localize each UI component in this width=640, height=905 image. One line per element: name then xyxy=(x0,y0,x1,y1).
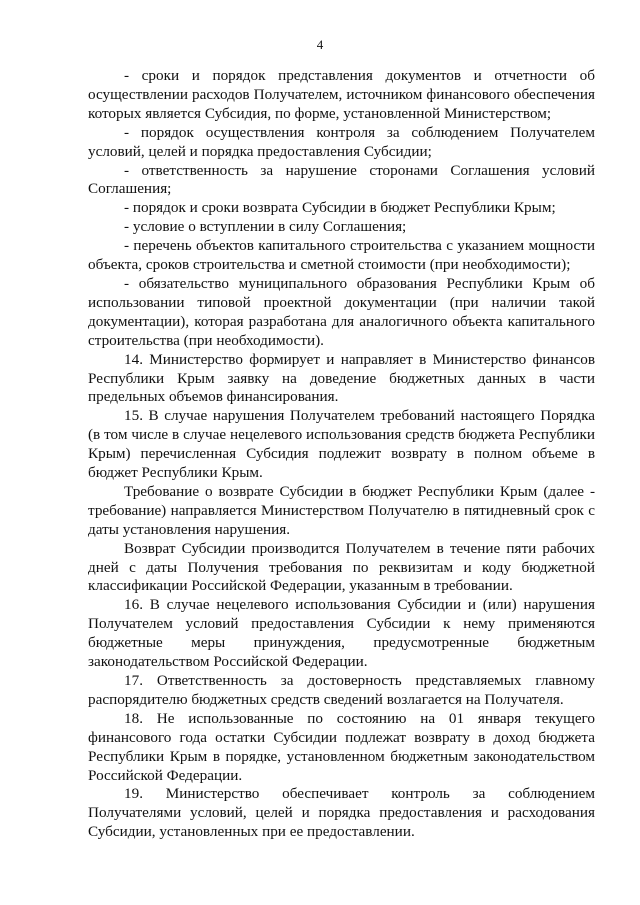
paragraph-control-procedure: - порядок осуществления контроля за соблюдением Получателем условий, целей и порядка предоставления Субсидии; xyxy=(88,123,595,160)
paragraph-construction-objects: - перечень объектов капитального строительства с указанием мощности объекта, сроков строительства и сметной стоимости (при необходимости); xyxy=(88,237,595,274)
paragraph-responsibility: - ответственность за нарушение сторонами Соглашения условий Соглашения; xyxy=(88,161,595,198)
paragraph-14: 14. Министерство формирует и направляет в Министерство финансов Республики Крым заявку на доведение бюджетных данных в части предельных объемов финансирования. xyxy=(88,350,595,406)
paragraph-refund-procedure: - порядок и сроки возврата Субсидии в бюджет Республики Крым; xyxy=(124,199,556,217)
paragraph-16: 16. В случае нецелевого использования Субсидии и (или) нарушения Получателем условий предоставления Субсидии к нему применяются бюджетные меры принуждения, предусмотренные бюджетным законодательством Российской Федерации. xyxy=(88,596,595,671)
document-body xyxy=(88,67,595,842)
paragraph-15: 15. В случае нарушения Получателем требований настоящего Порядка (в том числе в случае нецелевого использования средств бюджета Республики Крым) перечисленная Субсидия подлежит возврату в полном объеме в бюджет Республики Крым. xyxy=(88,407,595,482)
page-number: 4 xyxy=(316,37,324,52)
paragraph-typical-documentation: - обязательство муниципального образования Республики Крым об использовании типовой проектной документации (при наличии такой документации), которая разработана для аналогичного объекта капитального строительства (при необходимости). xyxy=(88,274,595,349)
paragraph-18: 18. Не использованные по состоянию на 01 января текущего финансового года остатки Субсидии подлежат возврату в доход бюджета Республики Крым в порядке, установленном бюджетным законодательством Российской Федерации. xyxy=(88,709,595,784)
paragraph-15-requirement: Требование о возврате Субсидии в бюджет Республики Крым (далее - требование) направляется Министерством Получателю в пятидневный срок с даты установления нарушения. xyxy=(88,482,595,538)
paragraph-19: 19. Министерство обеспечивает контроль за соблюдением Получателями условий, целей и порядка предоставления и расходования Субсидии, установленных при ее предоставлении. xyxy=(88,785,595,841)
paragraph-entry-into-force: - условие о вступлении в силу Соглашения; xyxy=(124,218,407,236)
paragraph-15-return: Возврат Субсидии производится Получателем в течение пяти рабочих дней с даты Получения требования по реквизитам и коду бюджетной классификации Российской Федерации, указанным в требовании. xyxy=(88,539,595,595)
paragraph-reporting-deadlines: - сроки и порядок представления документов и отчетности об осуществлении расходов Получателем, источником финансового обеспечения которых является Субсидия, по форме, установленной Министерством; xyxy=(88,67,595,122)
paragraph-17: 17. Ответственность за достоверность представляемых главному распорядителю бюджетных средств сведений возлагается на Получателя. xyxy=(88,672,595,708)
